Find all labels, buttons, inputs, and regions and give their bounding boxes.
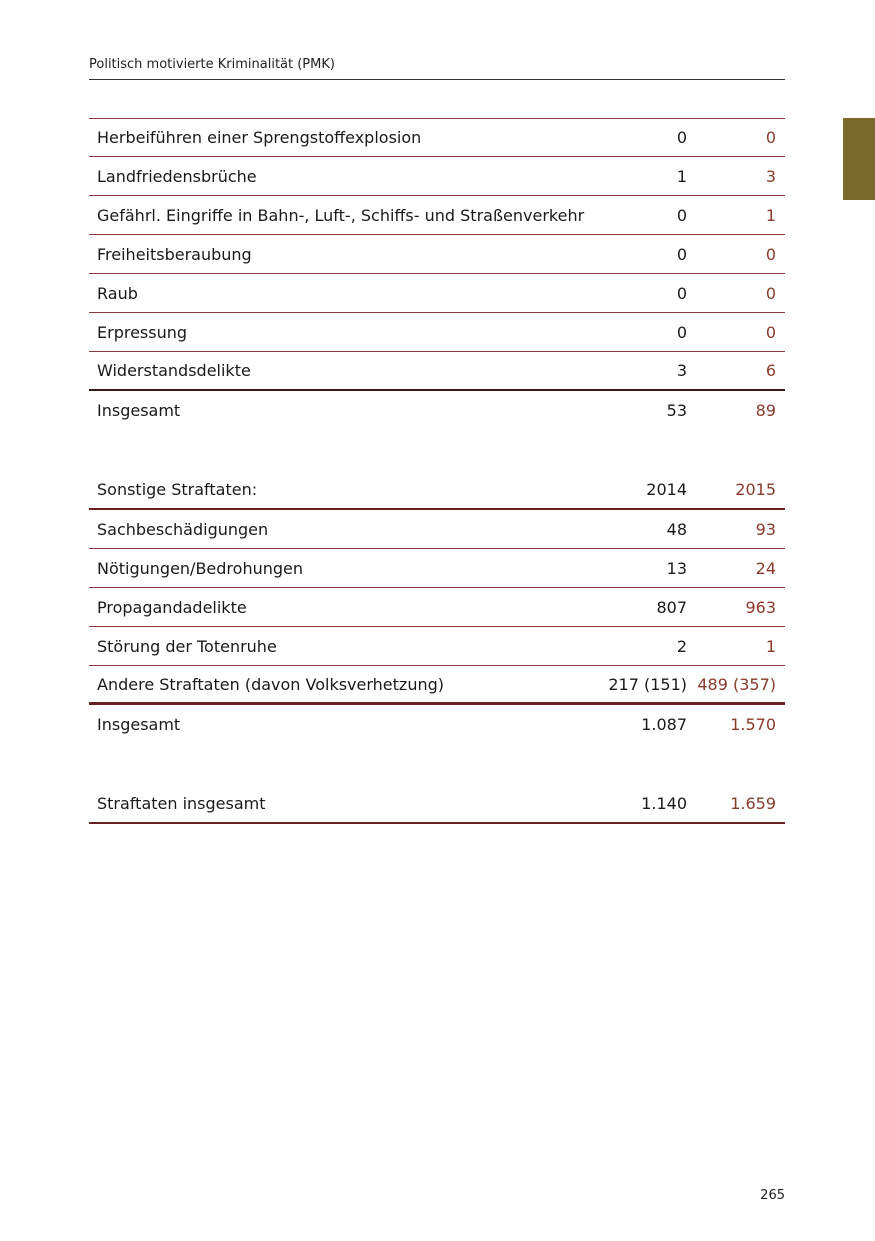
table-row bbox=[89, 274, 785, 313]
value-2015: 963 bbox=[745, 597, 776, 617]
table-heading: Sonstige Straftaten: bbox=[97, 480, 258, 499]
value-2014: 2 bbox=[676, 636, 687, 656]
total-label: Insgesamt bbox=[97, 715, 181, 734]
value-2015: 24 bbox=[755, 558, 776, 578]
value-2014: 3 bbox=[676, 361, 687, 380]
table-row bbox=[89, 313, 785, 352]
row-label: Andere Straftaten (davon Volksverhetzung) bbox=[97, 674, 444, 694]
value-2015: 0 bbox=[765, 283, 776, 303]
value-2015: 0 bbox=[765, 322, 776, 342]
row-label: Widerstandsdelikte bbox=[97, 361, 251, 380]
value-2015: 3 bbox=[765, 166, 776, 186]
value-2014: 807 bbox=[656, 597, 687, 617]
chapter-tab-marker bbox=[843, 118, 875, 200]
table-header-row bbox=[89, 471, 785, 510]
grand-total-row bbox=[89, 785, 785, 824]
row-label: Sachbeschädigungen bbox=[97, 519, 269, 539]
running-header-title: Politisch motivierte Kriminalität (PMK) bbox=[89, 57, 335, 72]
value-2014: 1 bbox=[676, 166, 687, 186]
row-label: Landfriedensbrüche bbox=[97, 166, 257, 186]
value-2014: 13 bbox=[666, 558, 687, 578]
table-row bbox=[89, 510, 785, 549]
value-2015: 489 (357) bbox=[697, 674, 776, 694]
table-row bbox=[89, 157, 785, 196]
table-row bbox=[89, 118, 785, 157]
grand-total-table bbox=[89, 785, 785, 824]
value-2015: 0 bbox=[765, 244, 776, 264]
total-2014: 53 bbox=[666, 401, 687, 420]
table-row bbox=[89, 352, 785, 391]
column-header-2015: 2015 bbox=[735, 480, 776, 499]
value-2015: 93 bbox=[755, 519, 776, 539]
row-label: Störung der Totenruhe bbox=[97, 636, 277, 656]
table-total-row bbox=[89, 391, 785, 430]
table-row bbox=[89, 196, 785, 235]
total-2014: 1.087 bbox=[641, 715, 687, 734]
value-2014: 48 bbox=[666, 519, 687, 539]
grand-total-label: Straftaten insgesamt bbox=[97, 794, 266, 813]
row-label: Propagandadelikte bbox=[97, 597, 247, 617]
other-offenses-table bbox=[89, 471, 785, 744]
row-label: Gefährl. Eingriffe in Bahn-, Luft-, Schiffs- und Straßenverkehr bbox=[97, 205, 585, 225]
row-label: Herbeiführen einer Sprengstoffexplosion bbox=[97, 128, 422, 147]
total-2015: 89 bbox=[755, 401, 776, 420]
table-row bbox=[89, 588, 785, 627]
running-header bbox=[89, 56, 785, 80]
value-2014: 0 bbox=[676, 244, 687, 264]
value-2014: 0 bbox=[676, 322, 687, 342]
value-2015: 1 bbox=[765, 205, 776, 225]
grand-total-2014: 1.140 bbox=[641, 794, 687, 813]
column-header-2014: 2014 bbox=[646, 480, 687, 499]
table-row bbox=[89, 627, 785, 666]
grand-total-2015: 1.659 bbox=[730, 794, 776, 813]
table-row bbox=[89, 666, 785, 705]
value-2015: 0 bbox=[765, 128, 776, 147]
value-2015: 1 bbox=[765, 636, 776, 656]
violent-offenses-table bbox=[89, 118, 785, 430]
table-row bbox=[89, 235, 785, 274]
row-label: Freiheitsberaubung bbox=[97, 244, 252, 264]
table-row bbox=[89, 549, 785, 588]
row-label: Erpressung bbox=[97, 322, 188, 342]
row-label: Nötigungen/Bedrohungen bbox=[97, 558, 303, 578]
value-2014: 0 bbox=[676, 205, 687, 225]
value-2014: 0 bbox=[676, 128, 687, 147]
total-2015: 1.570 bbox=[730, 715, 776, 734]
value-2014: 0 bbox=[676, 283, 687, 303]
row-label: Raub bbox=[97, 283, 138, 303]
table-total-row bbox=[89, 705, 785, 744]
page-number: 265 bbox=[760, 1188, 785, 1203]
value-2015: 6 bbox=[765, 361, 776, 380]
value-2014: 217 (151) bbox=[608, 674, 687, 694]
total-label: Insgesamt bbox=[97, 401, 181, 420]
